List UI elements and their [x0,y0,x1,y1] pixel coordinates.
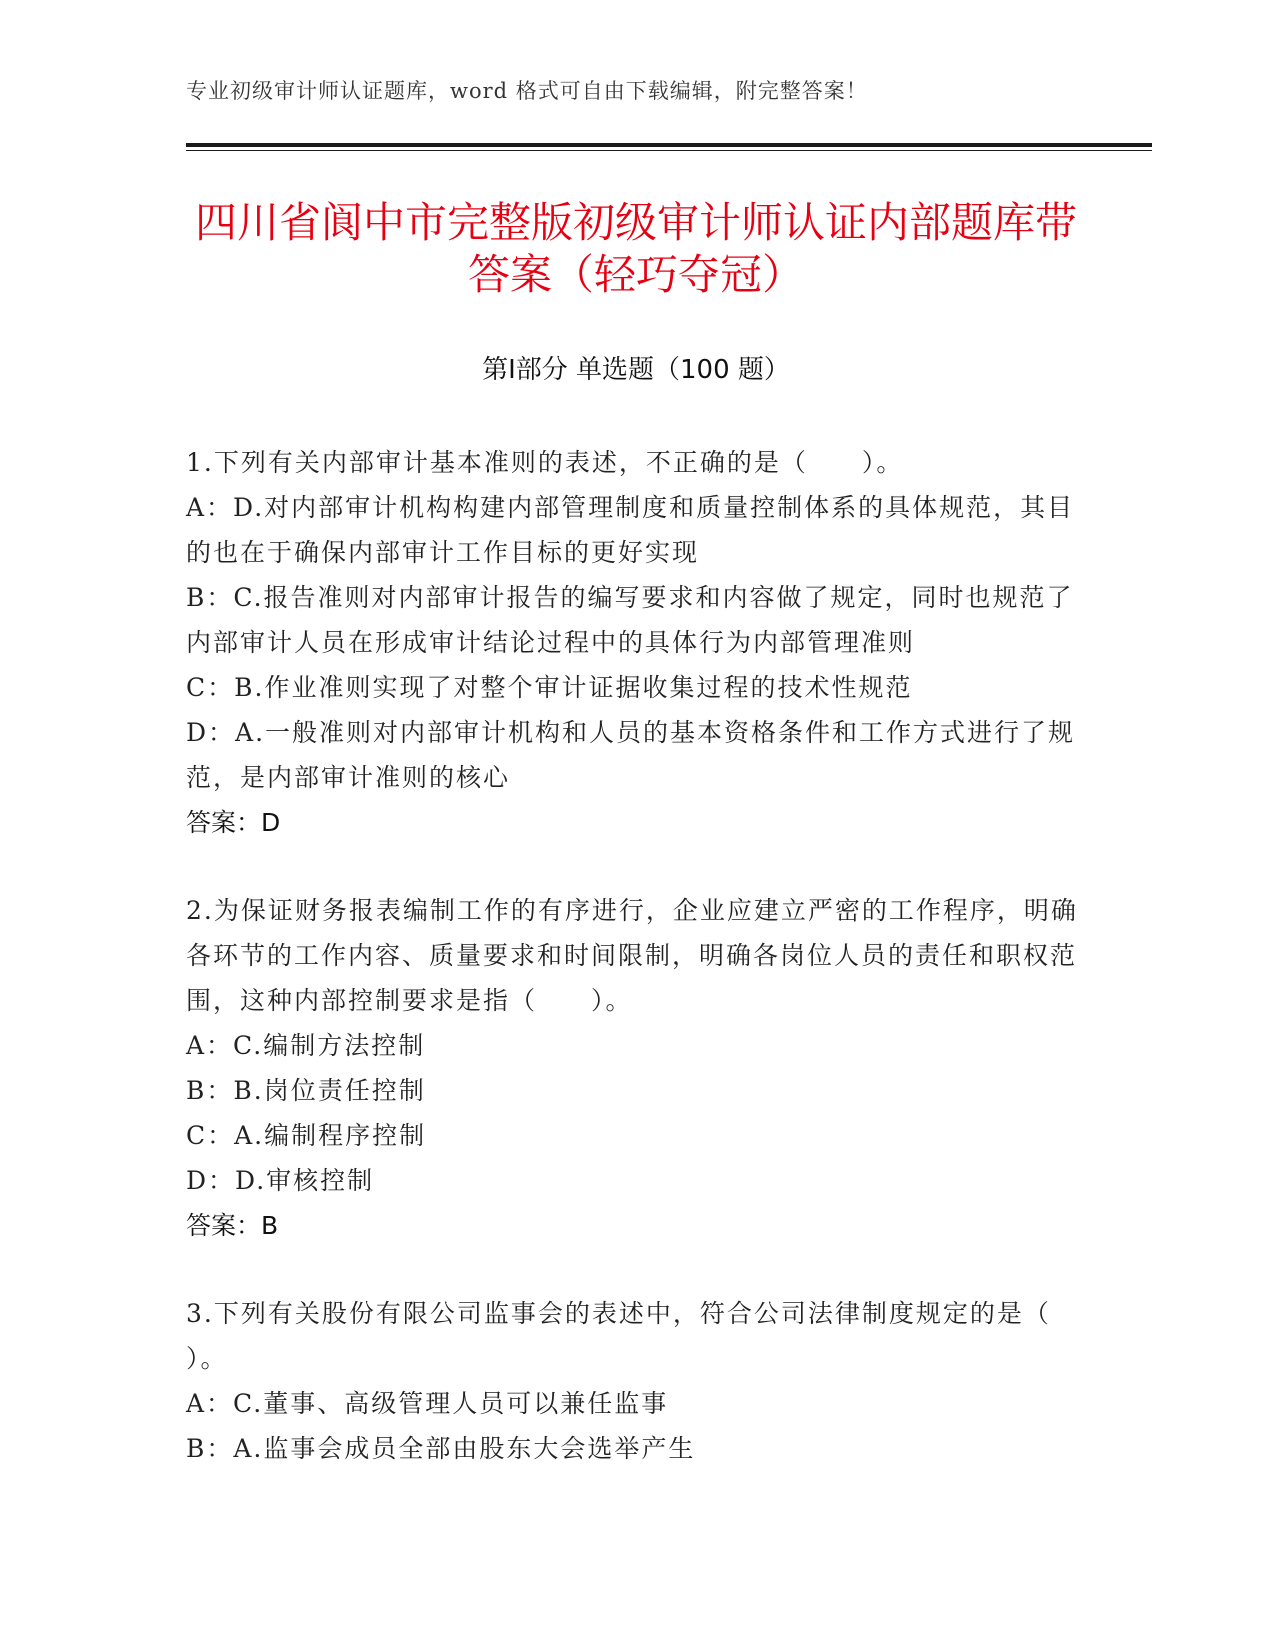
option-c: C：A.编制程序控制 [186,1121,427,1150]
question-stem: 2.为保证财务报表编制工作的有序进行，企业应建立严密的工作程序，明确各环节的工作内容、质量要求和时间限制，明确各岗位人员的责任和职权范围，这种内部控制要求是指（ ）。 [186,896,1078,1015]
option-a: A：D.对内部审计机构构建内部管理制度和质量控制体系的具体规范，其目的也在于确保内部审计工作目标的更好实现 [186,493,1075,567]
option-b: B：B.岗位责任控制 [186,1076,426,1105]
option-b: B：C.报告准则对内部审计报告的编写要求和内容做了规定，同时也规范了内部审计人员在形成审计结论过程中的具体行为内部管理准则 [186,583,1074,657]
option-a: A：C.编制方法控制 [186,1031,426,1060]
header-divider-thin [186,150,1152,151]
option-b: B：A.监事会成员全部由股东大会选举产生 [186,1434,696,1463]
document-title: 四川省阆中市完整版初级审计师认证内部题库带答案（轻巧夺冠） [194,198,1077,299]
section-title: 第Ⅰ部分 单选题（100 题） [482,355,790,385]
question-3 [186,1291,1086,1471]
question-stem: 1.下列有关内部审计基本准则的表述，不正确的是（ ）。 [186,448,904,477]
question-list [186,440,1086,1514]
option-a: A：C.董事、高级管理人员可以兼任监事 [186,1389,669,1418]
question-stem: 3.下列有关股份有限公司监事会的表述中，符合公司法律制度规定的是（ ）。 [186,1299,1051,1373]
option-d: D：A.一般准则对内部审计机构和人员的基本资格条件和工作方式进行了规范，是内部审计准则的核心 [186,718,1076,792]
question-2 [186,888,1086,1248]
answer-line: 答案：B [186,1211,279,1240]
question-1 [186,440,1086,845]
answer-line: 答案：D [186,808,281,837]
option-d: D：D.审核控制 [186,1166,375,1195]
header-divider-thick [186,143,1152,147]
option-c: C：B.作业准则实现了对整个审计证据收集过程的技术性规范 [186,673,913,702]
header-note: 专业初级审计师认证题库，word 格式可自由下载编辑，附完整答案！ [186,79,868,103]
